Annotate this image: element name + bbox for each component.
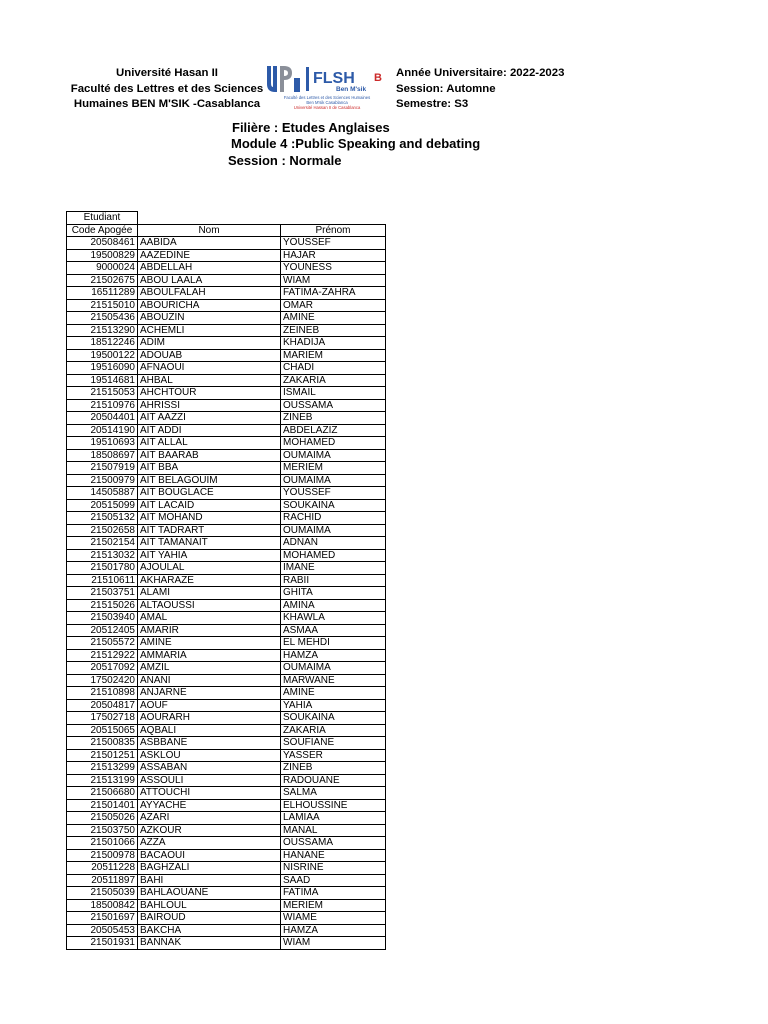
university-name-block [62,66,272,113]
cell-prenom: YOUSSEF [281,487,386,500]
cell-prenom: KHADIJA [281,337,386,350]
cell-code-apogee: 21515026 [67,599,138,612]
cell-nom: BAHLAOUANE [138,887,281,900]
cell-prenom: RADOUANE [281,774,386,787]
table-row [67,849,386,862]
cell-nom: ASSABAN [138,762,281,775]
cell-nom: AFNAOUI [138,362,281,375]
cell-code-apogee: 21515010 [67,299,138,312]
cell-prenom: HAMZA [281,649,386,662]
cell-code-apogee: 21505039 [67,887,138,900]
cell-code-apogee: 18508697 [67,449,138,462]
cell-code-apogee: 16511289 [67,287,138,300]
cell-nom: ALAMI [138,587,281,600]
cell-nom: AIT LACAID [138,499,281,512]
cell-prenom: SOUKAINA [281,499,386,512]
cell-nom: BAGHZALI [138,862,281,875]
cell-code-apogee: 21512922 [67,649,138,662]
cell-prenom: FATIMA-ZAHRA [281,287,386,300]
cell-prenom: MARIEM [281,349,386,362]
table-row [67,574,386,587]
table-row [67,287,386,300]
cell-code-apogee: 21502154 [67,537,138,550]
table-row [67,712,386,725]
cell-code-apogee: 19516090 [67,362,138,375]
table-row [67,349,386,362]
column-header-prenom: Prénom [281,224,386,237]
cell-nom: AMAL [138,612,281,625]
cell-nom: ALTAOUSSI [138,599,281,612]
table-row [67,362,386,375]
cell-nom: AMZIL [138,662,281,675]
cell-prenom: OUSSAMA [281,399,386,412]
table-row [67,599,386,612]
cell-prenom: CHADI [281,362,386,375]
cell-nom: ASBBANE [138,737,281,750]
table-row [67,674,386,687]
table-row [67,312,386,325]
cell-prenom: MOHAMED [281,549,386,562]
cell-code-apogee: 20514190 [67,424,138,437]
table-row [67,762,386,775]
cell-nom: AMARIR [138,624,281,637]
table-row [67,237,386,250]
table-row [67,499,386,512]
table-row [67,699,386,712]
table-row [67,324,386,337]
cell-prenom: OUMAIMA [281,662,386,675]
module-title: Module 4 :Public Speaking and debating [231,136,481,152]
table-row [67,374,386,387]
table-row [67,924,386,937]
svg-text:Ben M'sik: Ben M'sik [336,86,367,93]
academic-year: Année Universitaire: 2022-2023 [396,67,565,79]
cell-nom: BAIROUD [138,912,281,925]
flsh-logo-icon [264,62,390,112]
table-row [67,837,386,850]
university-line-2: Faculté des Lettres et des Sciences [70,82,264,95]
table-row [67,549,386,562]
cell-nom: ADIM [138,337,281,350]
cell-nom: AIT BBA [138,462,281,475]
table-row [67,449,386,462]
cell-prenom: MERIEM [281,899,386,912]
cell-prenom: OUMAIMA [281,474,386,487]
cell-prenom: GHITA [281,587,386,600]
cell-code-apogee: 21500979 [67,474,138,487]
cell-nom: ASSOULI [138,774,281,787]
svg-text:B: B [374,72,382,84]
table-row [67,537,386,550]
table-row [67,512,386,525]
table-row [67,749,386,762]
cell-prenom: EL MEHDI [281,637,386,650]
cell-code-apogee: 21513032 [67,549,138,562]
cell-nom: BANNAK [138,937,281,950]
cell-nom: AHRISSI [138,399,281,412]
table-row [67,887,386,900]
cell-nom: AZZA [138,837,281,850]
cell-prenom: RACHID [281,512,386,525]
cell-code-apogee: 21510611 [67,574,138,587]
cell-code-apogee: 19510693 [67,437,138,450]
table-row [67,724,386,737]
cell-code-apogee: 21503940 [67,612,138,625]
cell-prenom: ZINEB [281,412,386,425]
table-row [67,624,386,637]
cell-prenom: ELHOUSSINE [281,799,386,812]
cell-nom: AIT BELAGOUIM [138,474,281,487]
cell-nom: AIT MOHAND [138,512,281,525]
cell-code-apogee: 20512405 [67,624,138,637]
cell-code-apogee: 21505026 [67,812,138,825]
table-row [67,787,386,800]
cell-code-apogee: 20517092 [67,662,138,675]
cell-code-apogee: 21501251 [67,749,138,762]
cell-prenom: OUMAIMA [281,524,386,537]
cell-code-apogee: 21513299 [67,762,138,775]
cell-nom: AIT YAHIA [138,549,281,562]
cell-code-apogee: 21510976 [67,399,138,412]
cell-nom: BAHI [138,874,281,887]
cell-code-apogee: 21501931 [67,937,138,950]
table-row [67,474,386,487]
cell-code-apogee: 20515099 [67,499,138,512]
table-row [67,862,386,875]
cell-code-apogee: 21500978 [67,849,138,862]
cell-prenom: MOHAMED [281,437,386,450]
cell-code-apogee: 20508461 [67,237,138,250]
cell-prenom: HANANE [281,849,386,862]
table-row [67,637,386,650]
table-row [67,299,386,312]
cell-nom: ACHEMLI [138,324,281,337]
cell-code-apogee: 21513199 [67,774,138,787]
svg-text:FLSH: FLSH [313,70,355,87]
cell-code-apogee: 14505887 [67,487,138,500]
column-header-code: Code Apogée [67,224,138,237]
cell-code-apogee: 21506680 [67,787,138,800]
svg-text:Faculté des Lettres et des Sci: Faculté des Lettres et des Sciences Humaines [283,95,371,100]
cell-prenom: WIAM [281,274,386,287]
table-row [67,774,386,787]
cell-code-apogee: 21501401 [67,799,138,812]
cell-code-apogee: 21505132 [67,512,138,525]
svg-text:Université Hassan II de Casabl: Université Hassan II de Casablanca [293,105,361,110]
cell-prenom: FATIMA [281,887,386,900]
cell-prenom: KHAWLA [281,612,386,625]
cell-nom: AHCHTOUR [138,387,281,400]
faculty-logo [264,62,390,112]
cell-code-apogee: 20505453 [67,924,138,937]
table-row [67,337,386,350]
cell-prenom: SAAD [281,874,386,887]
cell-code-apogee: 20504817 [67,699,138,712]
cell-nom: ABOU LAALA [138,274,281,287]
cell-nom: AKHARAZE [138,574,281,587]
table-row [67,687,386,700]
table-row [67,824,386,837]
university-line-3: Humaines BEN M'SIK -Casablanca [73,98,261,110]
table-body [67,237,386,950]
table-row [67,487,386,500]
table-row [67,462,386,475]
cell-prenom: RABII [281,574,386,587]
cell-nom: AMINE [138,637,281,650]
course-info [228,120,480,169]
academic-info-block [396,66,564,113]
cell-nom: ABOURICHA [138,299,281,312]
cell-nom: AIT BAARAB [138,449,281,462]
table-row [67,912,386,925]
cell-nom: AIT AAZZI [138,412,281,425]
svg-text:Ben M'sik Casablanca: Ben M'sik Casablanca [306,100,348,105]
cell-code-apogee: 18500842 [67,899,138,912]
cell-prenom: OUSSAMA [281,837,386,850]
cell-prenom: YAHIA [281,699,386,712]
column-header-nom: Nom [138,224,281,237]
cell-code-apogee: 20515065 [67,724,138,737]
cell-nom: AOUF [138,699,281,712]
session-autumn: Session: Automne [396,82,496,95]
cell-prenom: OMAR [281,299,386,312]
cell-code-apogee: 21510898 [67,687,138,700]
table-row [67,249,386,262]
cell-code-apogee: 20504401 [67,412,138,425]
table-row [67,612,386,625]
cell-prenom: ZAKARIA [281,374,386,387]
cell-nom: ABOUZIN [138,312,281,325]
cell-nom: AZKOUR [138,824,281,837]
cell-code-apogee: 21500835 [67,737,138,750]
cell-nom: ASKLOU [138,749,281,762]
cell-prenom: ADNAN [281,537,386,550]
cell-prenom: MERIEM [281,462,386,475]
cell-nom: AOURARH [138,712,281,725]
table-row [67,649,386,662]
cell-prenom: SALMA [281,787,386,800]
cell-code-apogee: 17502718 [67,712,138,725]
cell-code-apogee: 21505572 [67,637,138,650]
cell-prenom: OUMAIMA [281,449,386,462]
cell-nom: ANJARNE [138,687,281,700]
cell-prenom: MARWANE [281,674,386,687]
cell-code-apogee: 18512246 [67,337,138,350]
cell-prenom: SOUFIANE [281,737,386,750]
cell-nom: AABIDA [138,237,281,250]
cell-nom: ATTOUCHI [138,787,281,800]
cell-prenom: HAMZA [281,924,386,937]
table-row [67,562,386,575]
cell-prenom: ZINEB [281,762,386,775]
cell-prenom: YOUSSEF [281,237,386,250]
cell-prenom: SOUKAINA [281,712,386,725]
cell-nom: ADOUAB [138,349,281,362]
table-row [67,662,386,675]
cell-nom: AIT TADRART [138,524,281,537]
cell-code-apogee: 21513290 [67,324,138,337]
cell-nom: BAHLOUL [138,899,281,912]
cell-prenom: ISMAIL [281,387,386,400]
cell-prenom: NISRINE [281,862,386,875]
cell-nom: AMMARIA [138,649,281,662]
cell-nom: AQBALI [138,724,281,737]
cell-prenom: YASSER [281,749,386,762]
cell-nom: AIT ADDI [138,424,281,437]
cell-nom: AZARI [138,812,281,825]
cell-prenom: AMINA [281,599,386,612]
cell-prenom: IMANE [281,562,386,575]
university-line-1: Université Hasan II [116,67,218,79]
filiere-title: Filière : Etudes Anglaises [232,120,390,135]
cell-prenom: MANAL [281,824,386,837]
table-row [67,899,386,912]
cell-code-apogee: 21515053 [67,387,138,400]
cell-code-apogee: 9000024 [67,262,138,275]
table-row [67,399,386,412]
cell-code-apogee: 21503751 [67,587,138,600]
table-row [67,737,386,750]
cell-code-apogee: 19500829 [67,249,138,262]
cell-nom: AIT BOUGLACE [138,487,281,500]
table-row [67,274,386,287]
cell-nom: ANANI [138,674,281,687]
cell-code-apogee: 19500122 [67,349,138,362]
table-row [67,524,386,537]
cell-prenom: ZAKARIA [281,724,386,737]
cell-prenom: WIAM [281,937,386,950]
cell-code-apogee: 21502675 [67,274,138,287]
table-row [67,799,386,812]
cell-code-apogee: 21502658 [67,524,138,537]
cell-code-apogee: 21503750 [67,824,138,837]
cell-prenom: LAMIAA [281,812,386,825]
cell-code-apogee: 21501780 [67,562,138,575]
cell-prenom: ASMAA [281,624,386,637]
cell-nom: AHBAL [138,374,281,387]
student-table [66,211,386,950]
table-row [67,387,386,400]
cell-prenom: AMINE [281,312,386,325]
table-row [67,874,386,887]
cell-nom: AIT TAMANAIT [138,537,281,550]
cell-nom: AAZEDINE [138,249,281,262]
cell-code-apogee: 21507919 [67,462,138,475]
cell-prenom: ZEINEB [281,324,386,337]
table-row [67,937,386,950]
table-row [67,587,386,600]
cell-code-apogee: 20511228 [67,862,138,875]
semester: Semestre: S3 [396,98,469,110]
cell-nom: ABDELLAH [138,262,281,275]
cell-nom: BAKCHA [138,924,281,937]
cell-nom: AYYACHE [138,799,281,812]
cell-nom: AJOULAL [138,562,281,575]
table-group-header-row [67,212,386,225]
table-row [67,812,386,825]
cell-nom: ABOULFALAH [138,287,281,300]
table-row [67,424,386,437]
cell-code-apogee: 21501066 [67,837,138,850]
table-row [67,412,386,425]
group-header-blank [138,212,386,225]
cell-nom: BACAOUI [138,849,281,862]
cell-code-apogee: 19514681 [67,374,138,387]
cell-code-apogee: 20511897 [67,874,138,887]
cell-code-apogee: 21501697 [67,912,138,925]
cell-code-apogee: 21505436 [67,312,138,325]
group-header-etudiant: Etudiant [67,212,138,225]
cell-prenom: WIAME [281,912,386,925]
table-row [67,437,386,450]
session-title: Session : Normale [228,152,342,168]
cell-prenom: ABDELAZIZ [281,424,386,437]
cell-prenom: YOUNESS [281,262,386,275]
table-column-header-row [67,224,386,237]
table-row [67,262,386,275]
cell-nom: AIT ALLAL [138,437,281,450]
cell-prenom: AMINE [281,687,386,700]
cell-prenom: HAJAR [281,249,386,262]
cell-code-apogee: 17502420 [67,674,138,687]
